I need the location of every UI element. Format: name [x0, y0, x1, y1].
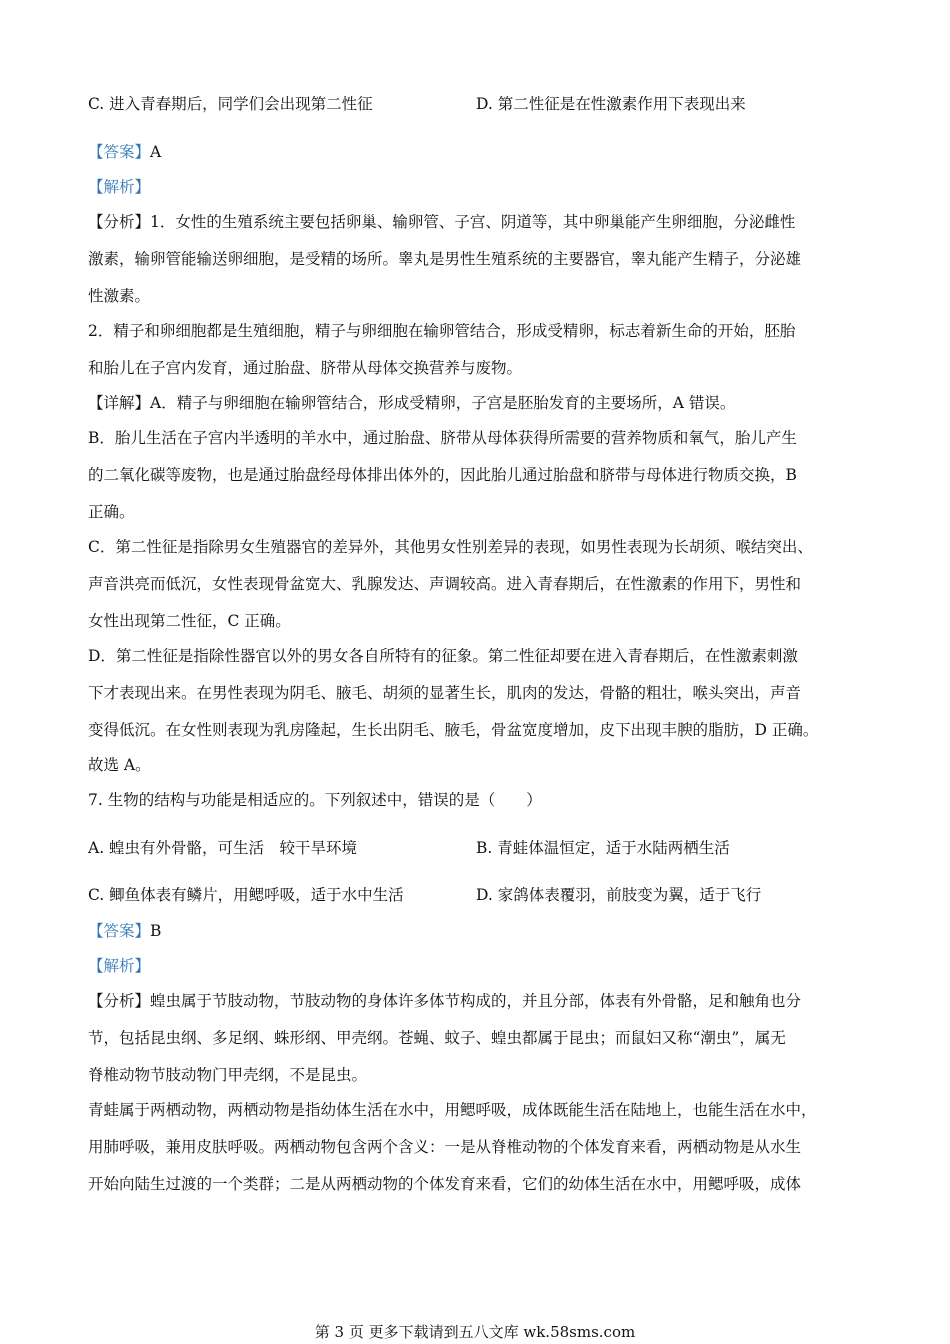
q7-stem: 7. 生物的结构与功能是相适应的。下列叙述中，错误的是（ ） — [88, 791, 542, 809]
q7-option-d: D. 家鸽体表覆羽，前肢变为翼，适于飞行 — [476, 886, 762, 904]
paragraph-line: 开始向陆生过渡的一个类群；二是从两栖动物的个体发育来看，它们的幼体生活在水中，用鳃呼吸，成体 — [88, 1175, 802, 1193]
paragraph-line: 女性出现第二性征，C 正确。 — [88, 612, 291, 630]
paragraph-line: 和胎儿在子宫内发育，通过胎盘、脐带从母体交换营养与废物。 — [88, 359, 523, 377]
answer-tag: 【答案】 — [88, 143, 151, 161]
q6-option-d: D. 第二性征是在性激素作用下表现出来 — [476, 95, 746, 113]
paragraph-line: 下才表现出来。在男性表现为阴毛、腋毛、胡须的显著生长，肌肉的发达，骨骼的粗壮，喉头突出，声音 — [88, 684, 802, 702]
paragraph-line: 用肺呼吸，兼用皮肤呼吸。两栖动物包含两个含义：一是从脊椎动物的个体发育来看，两栖动物是从水生 — [88, 1138, 802, 1156]
q7-analysis-tag: 【解析】 — [88, 957, 151, 975]
q7-option-c: C. 鲫鱼体表有鳞片，用鳃呼吸，适于水中生活 — [88, 886, 404, 904]
paragraph-line: 故选 A。 — [88, 756, 151, 774]
paragraph-line: 正确。 — [88, 503, 135, 521]
q6-answer — [88, 142, 161, 162]
paragraph-line: 2．精子和卵细胞都是生殖细胞，精子与卵细胞在输卵管结合，形成受精卵，标志着新生命的开始，胚胎 — [88, 322, 796, 340]
answer-value: B — [150, 922, 162, 940]
paragraph-line: 性激素。 — [88, 287, 151, 305]
paragraph-line: D．第二性征是指除性器官以外的男女各自所特有的征象。第二性征却要在进入青春期后，在性激素刺激 — [88, 647, 798, 665]
paragraph-line: B．胎儿生活在子宫内半透明的羊水中，通过胎盘、脐带从母体获得所需要的营养物质和氧气，胎儿产生 — [88, 429, 797, 447]
paragraph-line: 的二氧化碳等废物，也是通过胎盘经母体排出体外的，因此胎儿通过胎盘和脐带与母体进行物质交换，B — [88, 466, 797, 484]
paragraph-line: 【分析】蝗虫属于节肢动物，节肢动物的身体许多体节构成的，并且分部，体表有外骨骼，足和触角也分 — [88, 992, 802, 1010]
answer-value: A — [150, 143, 162, 161]
paragraph-line: 声音洪亮而低沉，女性表现骨盆宽大、乳腺发达、声调较高。进入青春期后，在性激素的作用下，男性和 — [88, 575, 802, 593]
q6-option-c: C. 进入青春期后，同学们会出现第二性征 — [88, 95, 373, 113]
paragraph-line: 青蛙属于两栖动物，两栖动物是指幼体生活在水中，用鳃呼吸，成体既能生活在陆地上，也能生活在水中， — [88, 1101, 817, 1119]
paragraph-line: 节，包括昆虫纲、多足纲、蛛形纲、甲壳纲。苍蝇、蚊子、蝗虫都属于昆虫；而鼠妇又称“潮虫”，属无 — [88, 1029, 786, 1047]
q7-option-a: A. 蝗虫有外骨骼，可生活 较干旱环境 — [88, 839, 358, 857]
q6-analysis-tag: 【解析】 — [88, 178, 151, 196]
paragraph-line: C．第二性征是指除男女生殖器官的差异外，其他男女性别差异的表现，如男性表现为长胡须、喉结突出、 — [88, 538, 813, 556]
q7-option-b: B. 青蛙体温恒定，适于水陆两栖生活 — [476, 839, 730, 857]
paragraph-line: 【详解】A．精子与卵细胞在输卵管结合，形成受精卵，子宫是胚胎发育的主要场所，A 错误。 — [88, 394, 736, 412]
q7-answer — [88, 921, 161, 941]
paragraph-line: 变得低沉。在女性则表现为乳房隆起，生长出阴毛、腋毛，骨盆宽度增加，皮下出现丰腴的脂肪，D 正确。 — [88, 721, 819, 739]
page-footer: 第 3 页 更多下载请到五八文库 wk.58sms.com — [314, 1323, 636, 1341]
paragraph-line: 脊椎动物节肢动物门甲壳纲，不是昆虫。 — [88, 1066, 368, 1084]
paragraph-line: 激素，输卵管能输送卵细胞，是受精的场所。睾丸是男性生殖系统的主要器官，睾丸能产生精子，分泌雄 — [88, 250, 802, 268]
paragraph-line: 【分析】1．女性的生殖系统主要包括卵巢、输卵管、子宫、阴道等，其中卵巢能产生卵细胞，分泌雌性 — [88, 213, 796, 231]
answer-tag: 【答案】 — [88, 922, 151, 940]
